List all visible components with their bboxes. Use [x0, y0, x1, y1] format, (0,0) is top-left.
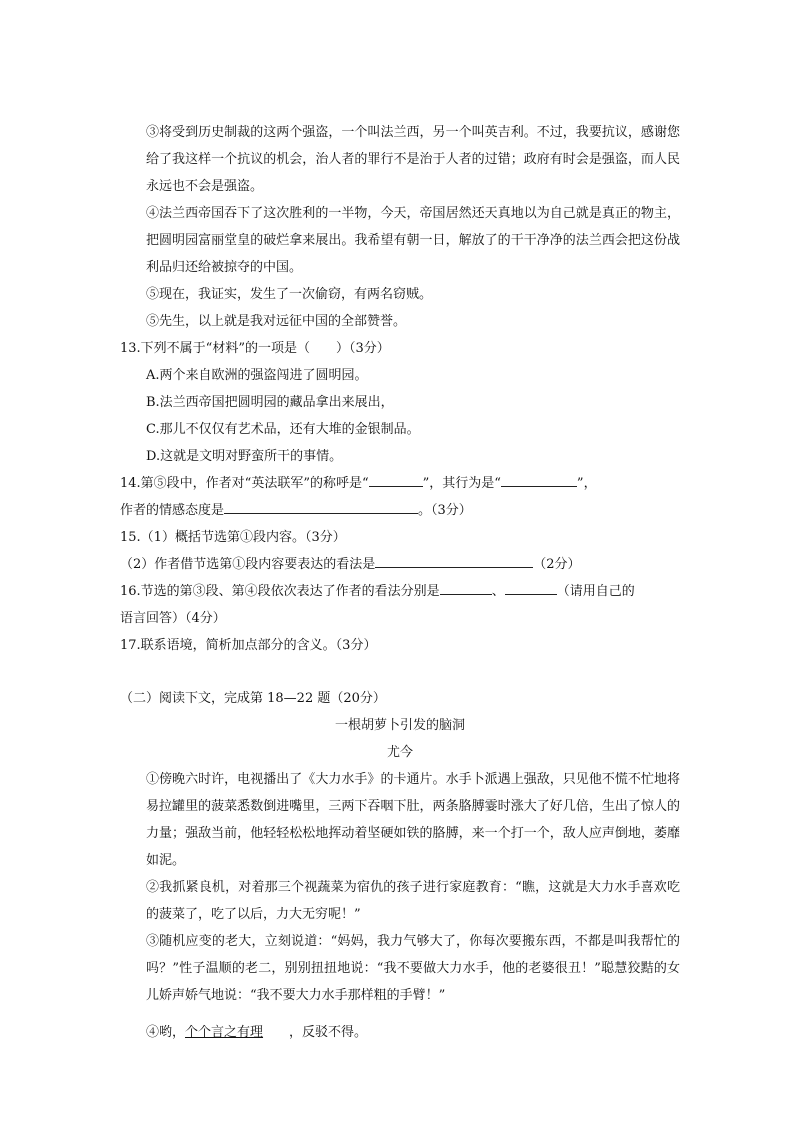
document-content: [120, 119, 680, 1046]
question-14-line-1: [120, 470, 680, 497]
paragraph-5: ⑤现在，我证实，发生了一次偷窃，有两名窃贼。: [146, 287, 433, 302]
question-13-option-b: B.法兰西帝国把圆明园的藏品拿出来展出，: [146, 395, 394, 410]
question-16-line-1: [120, 578, 680, 605]
article-paragraph-2: ②我抓紧良机，对着那三个视蔬菜为宿仇的孩子进行家庭教育：“瞧，这就是大力水手喜欢吃的菠菜了，吃了以后，力大无穷呢！”: [146, 880, 680, 922]
article-paragraph-1: ①傍晚六时许，电视播出了《大力水手》的卡通片。水手卜派遇上强敌，只见他不慌不忙地将易拉罐里的菠菜悉数倒进嘴里，三两下吞咽下肚，两条胳膊霎时涨大了好几倍，生出了惊人的力量；强敌当前，他轻轻松松地挥动着坚硬如铁的胳膊，来一个打一个，敌人应声倒地，萎靡如泥。: [146, 772, 680, 868]
question-14-text-e: 。（3分）: [418, 503, 472, 518]
section-2-header: （二）阅读下文，完成第 18—22 题（20分）: [120, 691, 386, 706]
question-16-text-c: （请用自己的: [556, 584, 635, 599]
paragraph-3: ③将受到历史制裁的这两个强盗，一个叫法兰西，另一个叫英吉利。不过，我要抗议，感谢您给了我这样一个抗议的机会，治人者的罪行不是治于人者的过错；政府有时会是强盗，而人民永远也不会是强盗。: [146, 125, 680, 194]
answer-blank[interactable]: [375, 553, 533, 568]
article-title: 一根胡萝卜引发的脑洞: [334, 718, 465, 733]
question-17: 17.联系语境，简析加点部分的含义。（3分）: [120, 638, 377, 653]
question-15-text-a: （2）作者借节选第①段内容要表达的看法是: [120, 557, 376, 572]
question-15-part-2: [120, 551, 680, 578]
question-14-text-a: 14.第⑤段中，作者对“英法联军”的称呼是“: [120, 476, 369, 491]
question-16-text-a: 16.节选的第③段、第④段依次表达了作者的看法分别是: [120, 584, 440, 599]
answer-blank[interactable]: [501, 472, 577, 487]
question-13-option-a: A.两个来自欧洲的强盗闯进了圆明园。: [146, 368, 368, 383]
article-paragraph-4: [120, 1019, 680, 1046]
question-16-text-b: 、: [491, 584, 505, 599]
question-15-text-b: （2分）: [533, 557, 581, 572]
question-16-line-2: 语言回答）（4分）: [120, 611, 226, 626]
underlined-phrase: 个个言之有理: [185, 1025, 264, 1040]
question-14-text-c: ”，: [576, 476, 597, 491]
answer-blank[interactable]: [440, 580, 492, 595]
article-paragraph-3: ③随机应变的老大，立刻说道：“妈妈，我力气够大了，你每次要搬东西，不都是叫我帮忙的吗？”性子温顺的老二，别别扭扭地说：“我不要做大力水手，他的老婆很丑！”聪慧狡黠的女儿娇声娇气地说：“我不要大力水手那样粗的手臂！”: [146, 934, 680, 1003]
question-14-text-b: ”，其行为是“: [422, 476, 501, 491]
question-13-stem: 13.下列不属于“材料”的一项是（ ）（3分）: [120, 341, 390, 356]
article-paragraph-4-text-a: ④哟，: [146, 1025, 186, 1040]
answer-blank[interactable]: [505, 580, 557, 595]
question-15-part-1: 15.（1）概括节选第①段内容。（3分）: [120, 530, 346, 545]
article-author: 尤今: [386, 745, 413, 760]
paragraph-6: ⑤先生，以上就是我对远征中国的全部赞誉。: [146, 314, 407, 329]
question-13-option-d: D.这就是文明对野蛮所干的事情。: [146, 449, 343, 464]
question-14-line-2: [120, 497, 680, 524]
answer-blank[interactable]: [369, 472, 423, 487]
question-13-option-c: C.那儿不仅仅有艺术品，还有大堆的金银制品。: [146, 422, 420, 437]
section-gap: [120, 659, 680, 685]
article-paragraph-4-text-b: ，反驳不得。: [289, 1025, 368, 1040]
paragraph-4: ④法兰西帝国吞下了这次胜利的一半物，今天，帝国居然还天真地以为自己就是真正的物主，把圆明园富丽堂皇的破烂拿来展出。我希望有朝一日，解放了的干干净净的法兰西会把这份战利品归还给被掠夺的中国。: [146, 206, 680, 275]
answer-blank[interactable]: [224, 499, 418, 514]
question-14-text-d: 作者的情感态度是: [120, 503, 225, 518]
